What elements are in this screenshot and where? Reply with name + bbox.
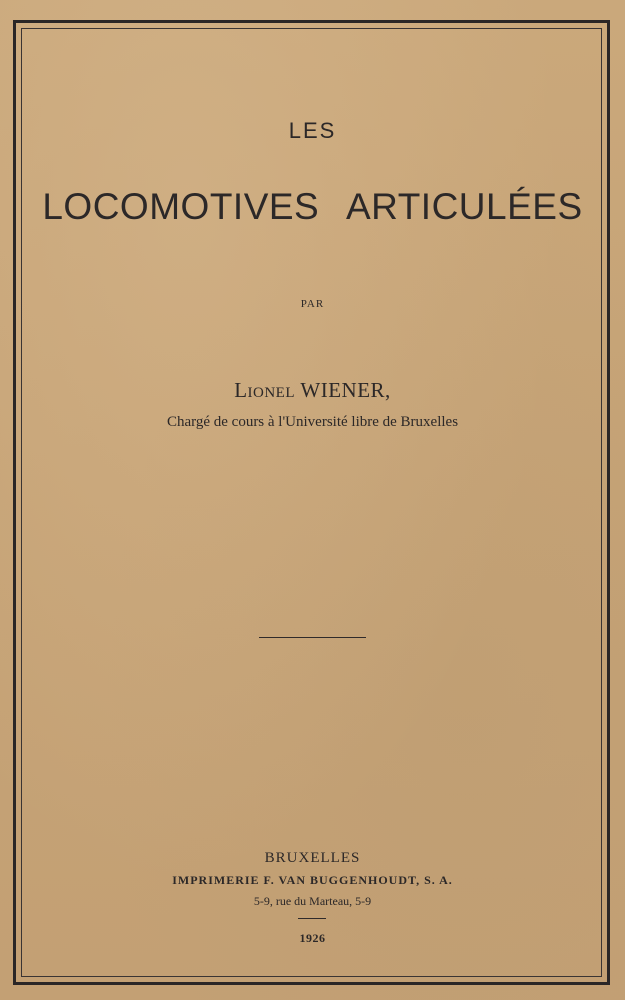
author-affiliation: Chargé de cours à l'Université libre de Bruxelles (166, 414, 459, 430)
divider-rule (259, 637, 366, 638)
author-name (0, 378, 625, 403)
printer-name: IMPRIMERIE F. VAN BUGGENHOUDT, S. A. (172, 873, 453, 887)
small-divider-rule (298, 918, 326, 919)
printer-address: 5-9, rue du Marteau, 5-9 (253, 894, 372, 908)
main-title: LOCOMOTIVES ARTICULÉES (42, 186, 583, 227)
inner-border (21, 28, 602, 977)
author-last-name: WIENER, (300, 378, 391, 402)
author-first-name: Lionel (234, 378, 296, 402)
by-line: PAR (300, 298, 325, 310)
publication-year: 1926 (299, 931, 326, 945)
publisher-city: BRUXELLES (264, 850, 361, 866)
pre-title: LES (288, 118, 337, 143)
